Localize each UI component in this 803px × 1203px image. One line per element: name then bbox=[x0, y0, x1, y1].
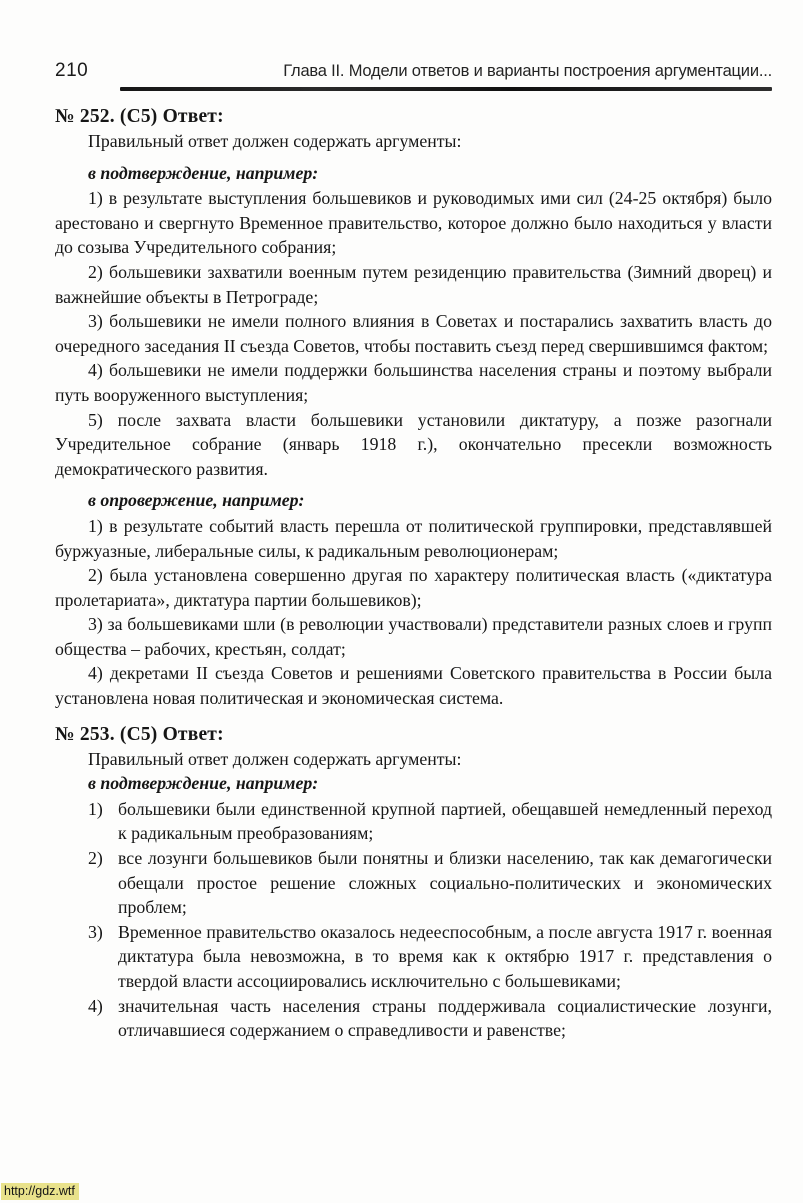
list-item-text: Временное правительство оказалось недееспособным, а после августа 1917 г. военная диктатура была невозможна, в то время как к октябрю 1917 г. представления о твердой власти ассоциировались исключительно с большевиками; bbox=[118, 921, 772, 991]
list-item-text: значительная часть населения страны поддерживала социалистические лозунги, отличавшиеся содержанием о справедливости и равенстве; bbox=[118, 995, 772, 1041]
list-item: 3) большевики не имели полного влияния в Советах и постарались захватить власть до очередного заседания II съезда Советов, чтобы поставить съезд перед свершившимся фактом; bbox=[55, 311, 772, 356]
list-item: 4) большевики не имели поддержки большинства населения страны и поэтому выбрали путь вооруженного выступления; bbox=[55, 360, 772, 405]
task-252-pro-label: в подтверждение, например: bbox=[88, 162, 319, 183]
list-item bbox=[55, 920, 772, 994]
list-item-text: большевики были единственной крупной партией, обещавшей немедленный переход к радикальным преобразованиям; bbox=[118, 798, 772, 844]
task-252-section bbox=[55, 106, 772, 711]
list-item-number: 1) bbox=[88, 798, 103, 819]
list-item: 2) большевики захватили военным путем резиденцию правительства (Зимний дворец) и важнейшие объекты в Петрограде; bbox=[55, 261, 772, 307]
list-item-number: 3) bbox=[88, 921, 103, 942]
list-item bbox=[55, 846, 772, 920]
list-item: 3) за большевиками шли (в революции участвовали) представители разных слоев и групп общества – рабочих, крестьян, солдат; bbox=[55, 614, 772, 659]
task-252-contra-label: в опровержение, например: bbox=[88, 490, 305, 511]
running-title: Глава II. Модели ответов и варианты построения аргументации... bbox=[283, 62, 772, 80]
list-item: 5) после захвата власти большевики установили диктатуру, а позже разогнали Учредительное собрание (январь 1918 г.), окончательно пресекли возможность демократического развития. bbox=[55, 409, 772, 479]
list-item: 4) декретами II съезда Советов и решениями Советского правительства в России была установлена новая политическая и экономическая система. bbox=[55, 663, 772, 709]
list-item: 1) в результате событий власть перешла от политической группировки, представлявшей буржуазные, либеральные силы, к радикальным революционерам; bbox=[55, 515, 772, 561]
task-252-intro: Правильный ответ должен содержать аргументы: bbox=[88, 131, 462, 151]
task-253-intro: Правильный ответ должен содержать аргументы: bbox=[88, 748, 462, 769]
task-253-pro-label: в подтверждение, например: bbox=[88, 773, 319, 794]
task-252-heading: № 252. (С5) Ответ: bbox=[55, 106, 224, 127]
task-253-heading: № 253. (С5) Ответ: bbox=[55, 723, 224, 745]
list-item-number: 2) bbox=[88, 848, 103, 869]
page-number: 210 bbox=[55, 60, 89, 81]
task-253-section bbox=[55, 724, 772, 1043]
list-item: 2) была установлена совершенно другая по характеру политическая власть («диктатура пролетариата», диктатура партии большевиков); bbox=[55, 565, 772, 610]
list-item bbox=[55, 797, 772, 846]
header-rule bbox=[120, 87, 772, 91]
list-item: 1) в результате выступления большевиков и руководимых ими сил (24-25 октября) было арестовано и свергнуто Временное правительство, которое должно было находиться у власти до созыва Учредительного собрания; bbox=[55, 188, 772, 258]
list-item-text: все лозунги большевиков были понятны и близки населению, так как демагогически обещали простое решение сложных социально-политических и экономических проблем; bbox=[118, 848, 772, 918]
list-item-number: 4) bbox=[88, 995, 103, 1016]
list-item bbox=[55, 994, 772, 1043]
running-header bbox=[55, 60, 772, 82]
watermark-link[interactable]: http://gdz.wtf bbox=[1, 1183, 79, 1200]
